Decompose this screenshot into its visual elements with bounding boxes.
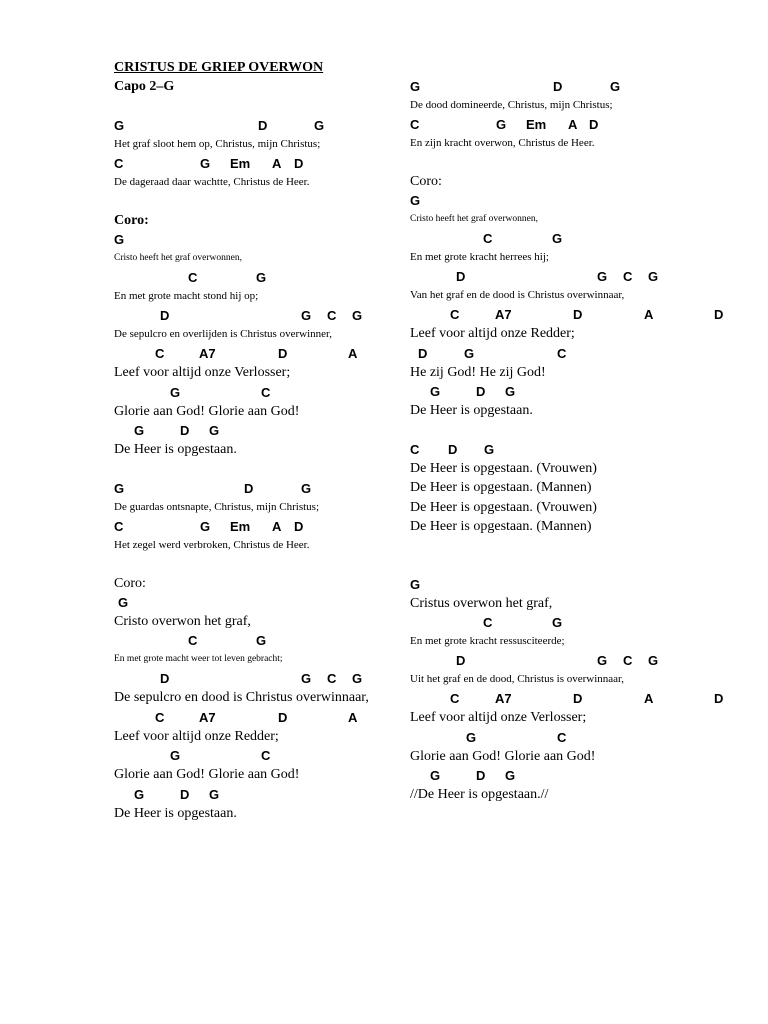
chord: A7 [199,346,216,361]
chord: D [180,423,190,438]
chord: A7 [495,691,512,706]
chord: G [200,518,211,534]
chord: C [557,345,567,361]
spacer [410,537,768,556]
chord: G [430,768,441,783]
chord: D [476,768,486,783]
chord: G [114,232,125,247]
chord: D [456,269,466,284]
chord: G [170,384,181,400]
lyric-line: En met grote macht stond hij op; [114,290,259,302]
lyric-line: De sepulcro en overlijden is Christus overwinner, [114,328,332,340]
chord: C [114,518,124,534]
spacer [410,556,768,575]
chord: G [410,79,421,94]
chord: C [327,308,337,323]
chord: G [118,594,129,610]
chord: G [114,480,125,496]
chord-line [410,77,768,96]
chord: G [301,480,312,496]
chorus-label: Coro: [114,213,149,228]
lyric-line: En zijn kracht overwon, Christus de Heer. [410,137,595,149]
chord: G [301,308,312,323]
chord: G [597,653,608,668]
chord: D [589,117,599,132]
song-title: CRISTUS DE GRIEP OVERWON [114,60,324,75]
chord: G [484,441,495,457]
lyric-line: De Heer is opgestaan. [114,805,237,821]
chord: G [610,79,621,94]
chord: C [410,441,420,457]
chord: A7 [495,307,512,322]
lyric-line: //De Heer is opgestaan.// [410,787,549,802]
lyric-line: De sepulcro en dood is Christus overwinnaar, [114,690,369,705]
lyric-line: De dood domineerde, Christus, mijn Christus; [410,99,613,111]
spacer [410,153,768,172]
chord: A [348,346,358,361]
chord: D [278,346,288,361]
chord-line [410,344,768,363]
lyric-line: En met grote kracht herrees hij; [410,251,549,263]
chord: Em [526,117,547,132]
chord-line [410,382,768,401]
chord: G [314,118,325,133]
chord: G [256,633,267,648]
lyric-line: Leef voor altijd onze Verlosser; [410,710,587,725]
chord: G [505,768,516,783]
lyric-line: Van het graf en de dood is Christus overwinnaar, [410,289,625,301]
chord: G [301,671,312,686]
chord: C [623,269,633,284]
lyric-line: Leef voor altijd onze Redder; [114,728,279,744]
lyric-line: De Heer is opgestaan. (Vrouwen) [410,460,597,476]
chord: G [410,576,421,592]
chord: G [410,193,421,208]
chord: G [597,269,608,284]
chord: C [410,117,420,132]
chord: D [258,118,268,133]
chord: A [568,117,578,132]
chord: A [644,691,654,706]
chord: G [209,786,220,802]
lyric-line: De Heer is opgestaan. (Mannen) [410,519,592,534]
chord: G [256,270,267,285]
lyric-line: Het graf sloot hem op, Christus, mijn Christus; [114,138,321,150]
chord: D [278,709,288,725]
chord: C [623,653,633,668]
chord: G [430,384,441,399]
lyric-line: Glorie aan God! Glorie aan God! [114,403,300,419]
lyric-line: Glorie aan God! Glorie aan God! [410,748,596,764]
chord-line [410,229,768,248]
chord: D [294,518,304,534]
lyric-line: Leef voor altijd onze Redder; [410,326,575,341]
chord-line [410,440,768,459]
chord: G [466,729,477,745]
chorus-label: Coro: [410,174,442,189]
chord: G [496,117,507,132]
chord: C [327,671,337,686]
chord: C [261,748,271,763]
lyric-line: En met grote macht weer tot leven gebracht; [114,654,283,664]
chord: D [573,307,583,322]
lyric-line: Cristo heeft het graf overwonnen, [410,214,538,224]
chorus-label: Coro: [114,575,146,591]
chord: D [714,691,724,706]
chord: C [483,231,493,246]
chord: A [348,709,358,725]
chord: C [188,633,198,648]
chord-line [410,613,768,632]
chord: C [261,384,271,400]
lyric-line: Cristus overwon het graf, [410,595,553,611]
chord: A7 [199,709,216,725]
chord: C [155,346,165,361]
chord-line [410,689,768,708]
chord-line [410,305,768,324]
chord: C [483,615,493,630]
chord: G [170,748,181,763]
chord: A [272,156,282,171]
chord-line [410,267,768,286]
lyric-line: Leef voor altijd onze Verlosser; [114,365,291,380]
chord: D [180,786,190,802]
chord-line [410,115,768,134]
lyric-line: De Heer is opgestaan. (Vrouwen) [410,499,597,515]
capo-note: Capo 2–G [114,79,175,94]
spacer [410,421,768,440]
lyric-line: Het zegel werd verbroken, Christus de Heer. [114,538,310,551]
chord-line [410,575,768,594]
chord: C [450,307,460,322]
lyric-line: Cristo heeft het graf overwonnen, [114,253,242,263]
chord: C [114,156,124,171]
chord: G [352,671,363,686]
chord: G [552,231,563,246]
lyric-line: Uit het graf en de dood, Christus is overwinnaar, [410,673,625,685]
chord: D [244,480,254,496]
chord: Em [230,156,251,171]
chord: G [209,423,220,438]
chord: D [448,441,458,457]
lyric-line: De Heer is opgestaan. [114,442,237,457]
lyric-line: De guardas ontsnapte, Christus, mijn Christus; [114,500,320,513]
chord: C [155,709,165,725]
chord-line [410,651,768,670]
chord: D [573,691,583,706]
chord: G [134,423,145,438]
chord: D [476,384,486,399]
chord: Em [230,518,251,534]
lyric-line: Glorie aan God! Glorie aan God! [114,767,300,782]
chord: G [114,118,125,133]
lyric-line: De Heer is opgestaan. [410,403,533,418]
chord: C [188,270,198,285]
chord: G [134,786,145,802]
chord: D [456,653,466,668]
chord-line [410,728,768,747]
lyric-line: De dageraad daar wachtte, Christus de Heer. [114,176,310,188]
chord: G [200,156,211,171]
chord: D [294,156,304,171]
chord-line [410,191,768,210]
chord: G [464,345,475,361]
chord: C [557,729,567,745]
chord: G [552,615,563,630]
chord: D [160,671,170,686]
chord: A [644,307,654,322]
lyric-line: Cristo overwon het graf, [114,613,251,629]
chord: C [450,691,460,706]
lyric-line: He zij God! He zij God! [410,364,546,380]
lyric-line: En met grote kracht ressusciteerde; [410,635,565,647]
lyric-line: De Heer is opgestaan. (Mannen) [410,480,592,495]
chord-line [410,766,768,785]
chord: D [160,308,170,323]
chord: G [648,653,659,668]
chord: D [714,307,724,322]
right-column [410,77,768,805]
chord: G [352,308,363,323]
chord: G [505,384,516,399]
chord: A [272,518,282,534]
chord: G [648,269,659,284]
chord: D [553,79,563,94]
chord: D [418,345,428,361]
